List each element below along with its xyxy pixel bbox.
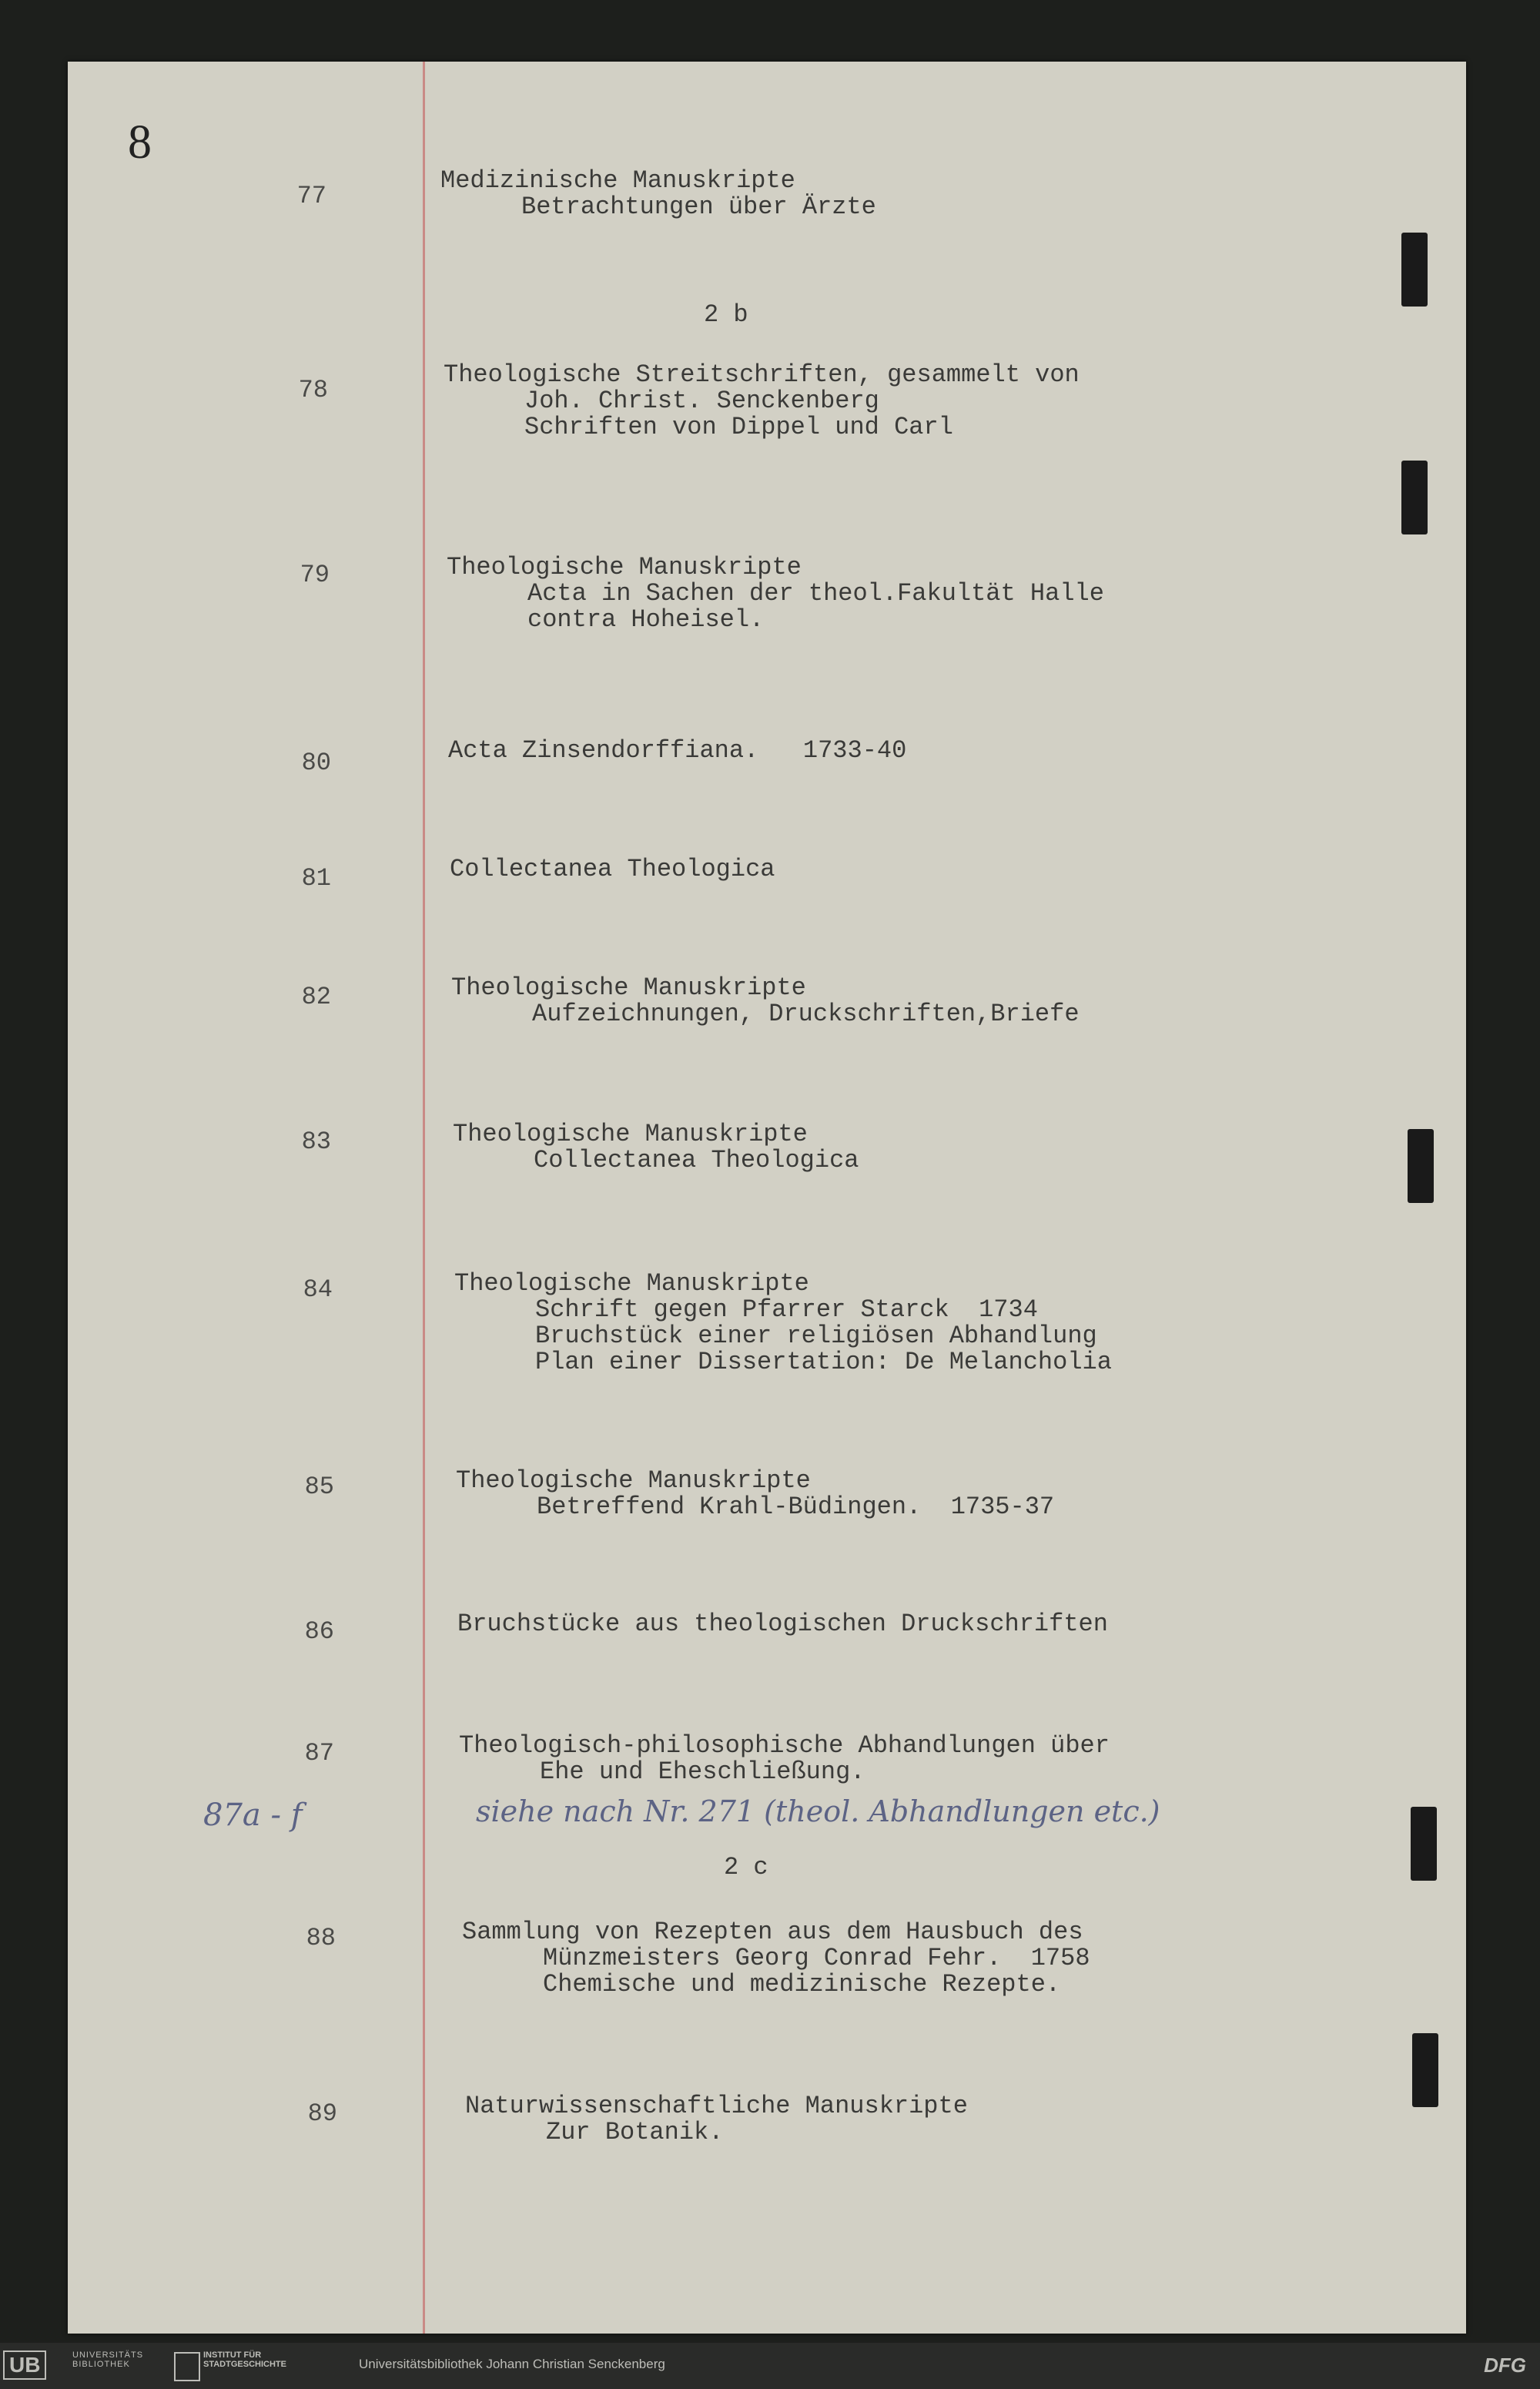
entry-subline: Bruchstück einer religiösen Abhandlung <box>535 1322 1097 1350</box>
handwritten-margin-note: 87a - f <box>203 1798 303 1833</box>
entry-text <box>448 738 906 764</box>
entry-title: Theologische Manuskripte <box>456 1466 811 1495</box>
entry-subline: Joh. Christ. Senckenberg <box>524 387 879 415</box>
entry-number: 79 <box>300 561 330 589</box>
handwritten-inline-note: siehe nach Nr. 271 (theol. Abhandlungen etc.) <box>476 1794 1160 1828</box>
entry-title: Sammlung von Rezepten aus dem Hausbuch des <box>462 1918 1083 1946</box>
entry-title: Acta Zinsendorffiana. 1733-40 <box>448 736 907 765</box>
entry-text <box>450 856 775 883</box>
document-page <box>68 62 1466 2334</box>
entry-text <box>451 975 1080 1027</box>
entry-text <box>459 1733 1110 1785</box>
entry-text <box>454 1271 1112 1375</box>
entry-number: 83 <box>301 1127 331 1156</box>
entry-number: 81 <box>301 864 331 893</box>
entry-subline: Betreffend Krahl-Büdingen. 1735-37 <box>537 1493 1055 1521</box>
index-tab-marker <box>1401 461 1428 534</box>
ub-logo-text: UNIVERSITÄTS BIBLIOTHEK <box>72 2350 144 2369</box>
section-heading: 2 b <box>704 300 748 329</box>
entry-title: Theologische Streitschriften, gesammelt von <box>444 360 1080 389</box>
entry-subline: Chemische und medizinische Rezepte. <box>543 1970 1061 1999</box>
entry-number: 87 <box>304 1739 334 1767</box>
entry-subline: Ehe und Eheschließung. <box>540 1757 865 1786</box>
entry-title: Theologische Manuskripte <box>453 1120 808 1148</box>
entry-number: 80 <box>301 749 331 777</box>
entry-text <box>444 362 1080 441</box>
ub-logo: UB <box>3 2350 46 2380</box>
entry-title: Naturwissenschaftliche Manuskripte <box>465 2092 968 2120</box>
entry-title: Collectanea Theologica <box>450 855 775 883</box>
institut-seal-icon <box>174 2352 200 2381</box>
entry-number: 82 <box>301 983 331 1011</box>
entry-subline: Zur Botanik. <box>546 2118 724 2146</box>
entry-subline: Collectanea Theologica <box>534 1146 859 1174</box>
index-tab-marker <box>1411 1807 1437 1881</box>
entry-title: Theologische Manuskripte <box>447 553 802 581</box>
entry-subline: Betrachtungen über Ärzte <box>521 193 876 221</box>
entry-subline: contra Hoheisel. <box>527 605 765 634</box>
entry-subline: Schrift gegen Pfarrer Starck 1734 <box>535 1295 1038 1324</box>
entry-subline: Schriften von Dippel und Carl <box>524 413 953 441</box>
entry-subline: Plan einer Dissertation: De Melancholia <box>535 1348 1112 1376</box>
margin-line <box>423 62 425 2334</box>
entry-number: 88 <box>306 1924 336 1952</box>
section-heading: 2 c <box>724 1853 768 1881</box>
entry-number: 84 <box>303 1275 333 1304</box>
entry-number: 78 <box>298 376 328 404</box>
footer-bar <box>0 2343 1540 2389</box>
entry-text <box>453 1121 859 1174</box>
entry-subline: Acta in Sachen der theol.Fakultät Halle <box>527 579 1104 608</box>
index-tab-marker <box>1412 2033 1438 2107</box>
institut-logo-text: INSTITUT FÜR STADTGESCHICHTE <box>203 2350 286 2369</box>
entry-text <box>457 1611 1108 1637</box>
entry-title: Theologische Manuskripte <box>454 1269 809 1298</box>
entry-text <box>447 555 1104 633</box>
entry-title: Theologische Manuskripte <box>451 973 806 1002</box>
entry-number: 86 <box>304 1617 334 1646</box>
entry-number: 77 <box>296 182 326 210</box>
index-tab-marker <box>1401 233 1428 307</box>
entry-number: 89 <box>307 2099 337 2128</box>
entry-text <box>462 1919 1090 1998</box>
library-name: Universitätsbibliothek Johann Christian Senckenberg <box>359 2357 665 2371</box>
entry-subline: Münzmeisters Georg Conrad Fehr. 1758 <box>543 1944 1090 1972</box>
entry-title: Medizinische Manuskripte <box>440 166 795 195</box>
index-tab-marker <box>1408 1129 1434 1203</box>
entry-subline: Aufzeichnungen, Druckschriften,Briefe <box>532 1000 1080 1028</box>
entry-number: 85 <box>304 1473 334 1501</box>
dfg-logo: DFG <box>1484 2354 1526 2377</box>
entry-text <box>465 2093 968 2146</box>
entry-text <box>440 168 876 220</box>
page-number: 8 <box>128 116 152 169</box>
entry-title: Bruchstücke aus theologischen Druckschriften <box>457 1610 1108 1638</box>
entry-title: Theologisch-philosophische Abhandlungen über <box>459 1731 1110 1760</box>
entry-text <box>456 1468 1054 1520</box>
